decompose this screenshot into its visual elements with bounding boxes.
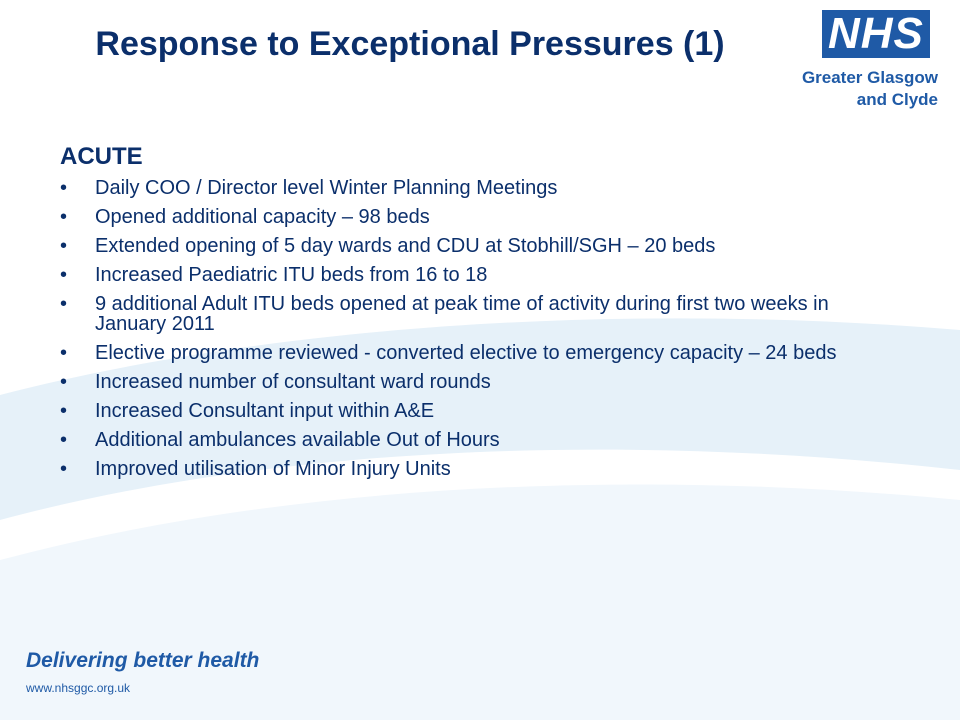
bullet-text: Increased number of consultant ward rounds <box>95 371 491 393</box>
footer-tagline: Delivering better health <box>26 649 260 672</box>
bullet-marker: • <box>60 206 68 228</box>
bullet-marker: • <box>60 342 68 364</box>
bullet-marker: • <box>60 235 68 257</box>
bullet-marker: • <box>60 293 68 315</box>
bullet-text: Increased Consultant input within A&E <box>95 400 435 422</box>
nhs-logo <box>800 10 940 120</box>
bullet-marker: • <box>60 371 68 393</box>
bullet-item <box>60 401 890 421</box>
bullet-list <box>60 178 890 479</box>
bullet-item <box>60 294 890 334</box>
bullet-item <box>60 459 890 479</box>
bullet-marker: • <box>60 458 68 480</box>
bullet-item <box>60 236 890 256</box>
nhs-logo-line1: Greater Glasgow <box>801 68 938 87</box>
bullet-item <box>60 207 890 227</box>
swoosh-band-lower <box>0 484 960 720</box>
bullet-text: Increased Paediatric ITU beds from 16 to 18 <box>95 264 488 286</box>
bullet-item <box>60 178 890 198</box>
bullet-text: Opened additional capacity – 98 beds <box>95 206 430 228</box>
slide-content <box>60 140 890 488</box>
bullet-text: Additional ambulances available Out of Hours <box>95 429 500 451</box>
bullet-text: Daily COO / Director level Winter Planning Meetings <box>95 177 558 199</box>
nhs-logo-mark: NHS <box>822 10 930 58</box>
bullet-marker: • <box>60 177 68 199</box>
footer-url[interactable]: www.nhsggc.org.uk <box>26 681 131 695</box>
bullet-marker: • <box>60 264 68 286</box>
bullet-item <box>60 265 890 285</box>
bullet-text: 9 additional Adult ITU beds opened at peak time of activity during first two weeks in January 2011 <box>95 293 829 335</box>
bullet-item <box>60 343 890 363</box>
bullet-item <box>60 430 890 450</box>
slide-title: Response to Exceptional Pressures (1) <box>95 25 725 63</box>
bullet-text: Elective programme reviewed - converted elective to emergency capacity – 24 beds <box>95 342 837 364</box>
bullet-marker: • <box>60 429 68 451</box>
bullet-item <box>60 372 890 392</box>
nhs-logo-line2: and Clyde <box>856 90 938 109</box>
bullet-text: Improved utilisation of Minor Injury Units <box>95 458 451 480</box>
bullet-marker: • <box>60 400 68 422</box>
section-heading: ACUTE <box>60 143 143 170</box>
bullet-text: Extended opening of 5 day wards and CDU at Stobhill/SGH – 20 beds <box>95 235 716 257</box>
